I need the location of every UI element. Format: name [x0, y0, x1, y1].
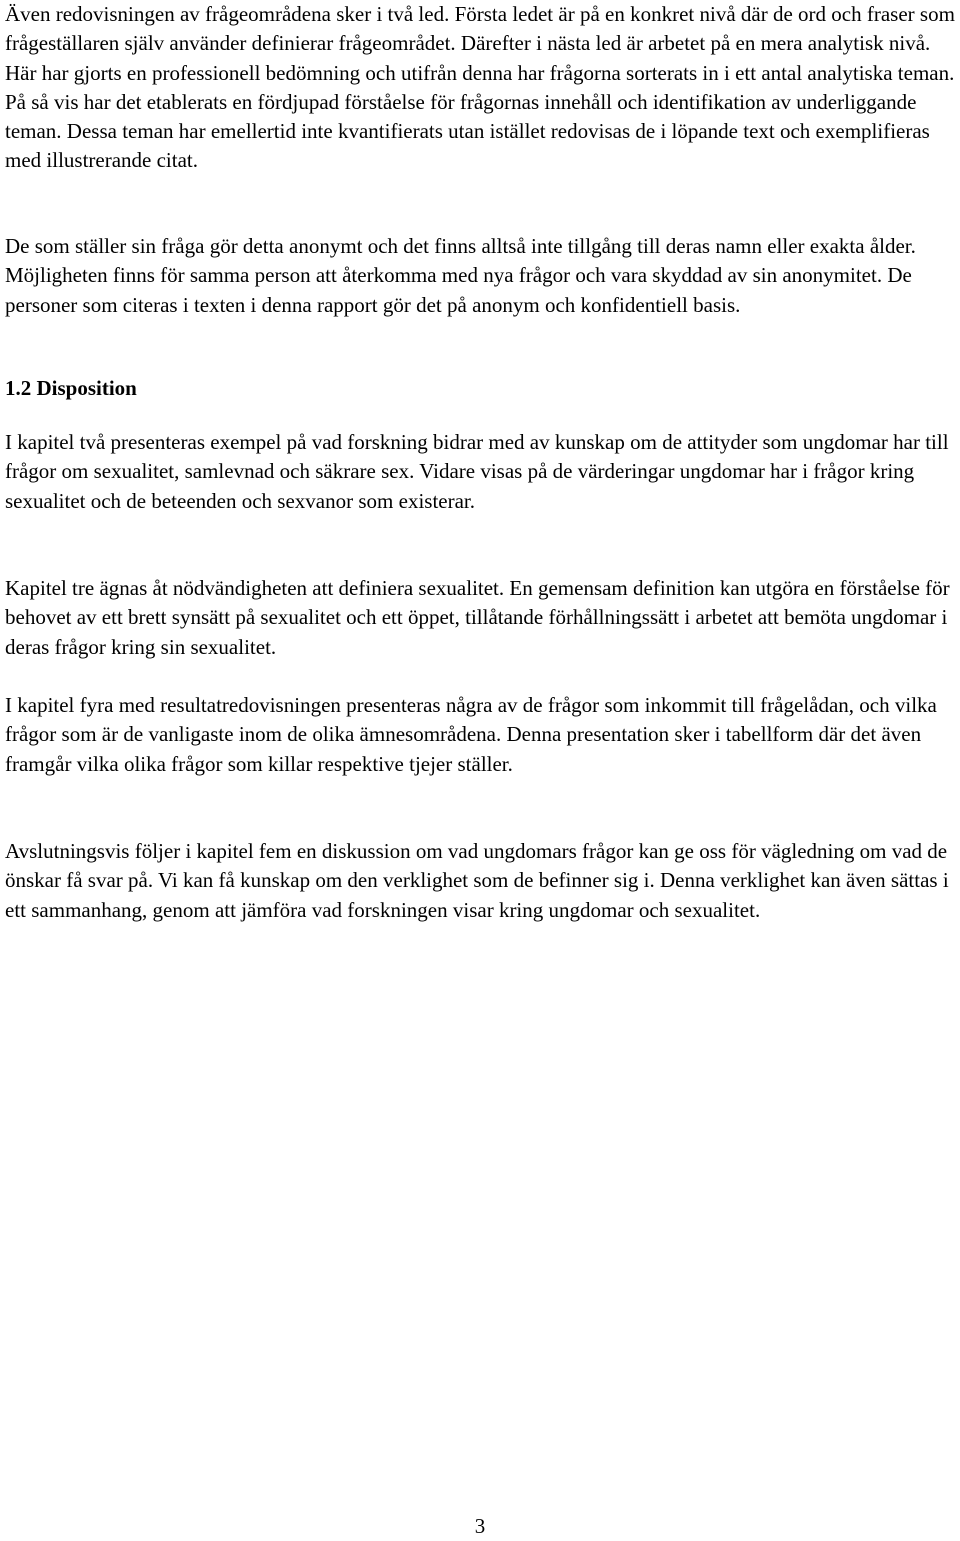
- paragraph-chapter-four: I kapitel fyra med resultatredovisningen presenteras några av de frågor som inkommit till frågelådan, och vilka frågor som är de vanligaste inom de olika ämnesområdena. Denna presentation sker i tabellform där det även framgår vilka olika frågor som killar respektive tjejer ställer.: [5, 693, 937, 776]
- page-number: 3: [474, 1514, 486, 1538]
- paragraph-chapter-five: Avslutningsvis följer i kapitel fem en diskussion om vad ungdomars frågor kan ge oss för vägledning om vad de önskar få svar på. Vi kan få kunskap om den verklighet som de befinner sig i. Denna verklighet kan även sättas i ett sammanhang, genom att jämföra vad forskningen visar kring ungdomar och sexualitet.: [5, 839, 949, 922]
- paragraph-methodology: Även redovisningen av frågeområdena sker i två led. Första ledet är på en konkret nivå där de ord och fraser som frågeställaren själv använder definierar frågeområdet. Därefter i nästa led är arbetet på en mera analytisk nivå. Här har gjorts en professionell bedömning och utifrån denna har frågorna sorterats in i ett antal analytiska teman. På så vis har det etablerats en fördjupad förståelse för frågornas innehåll och identifikation av underliggande teman. Dessa teman har emellertid inte kvantifierats utan istället redovisas de i löpande text och exemplifieras med illustrerande citat.: [5, 2, 955, 173]
- section-heading: 1.2 Disposition: [5, 376, 137, 400]
- paragraph-chapter-three: Kapitel tre ägnas åt nödvändigheten att definiera sexualitet. En gemensam definition kan utgöra en förståelse för behovet av ett brett synsätt på sexualitet och ett öppet, tillåtande förhållningssätt i arbetet att bemöta ungdomar i deras frågor kring sin sexualitet.: [5, 576, 950, 659]
- paragraph-chapter-two: I kapitel två presenteras exempel på vad forskning bidrar med av kunskap om de attityder som ungdomar har till frågor om sexualitet, samlevnad och säkrare sex. Vidare visas på de värderingar ungdomar har i frågor kring sexualitet och de beteenden och sexvanor som existerar.: [5, 430, 949, 513]
- paragraph-anonymity: De som ställer sin fråga gör detta anonymt och det finns alltså inte tillgång till deras namn eller exakta ålder. Möjligheten finns för samma person att återkomma med nya frågor och vara skyddad av sin anonymitet. De personer som citeras i texten i denna rapport gör det på anonym och konfidentiell basis.: [5, 234, 916, 317]
